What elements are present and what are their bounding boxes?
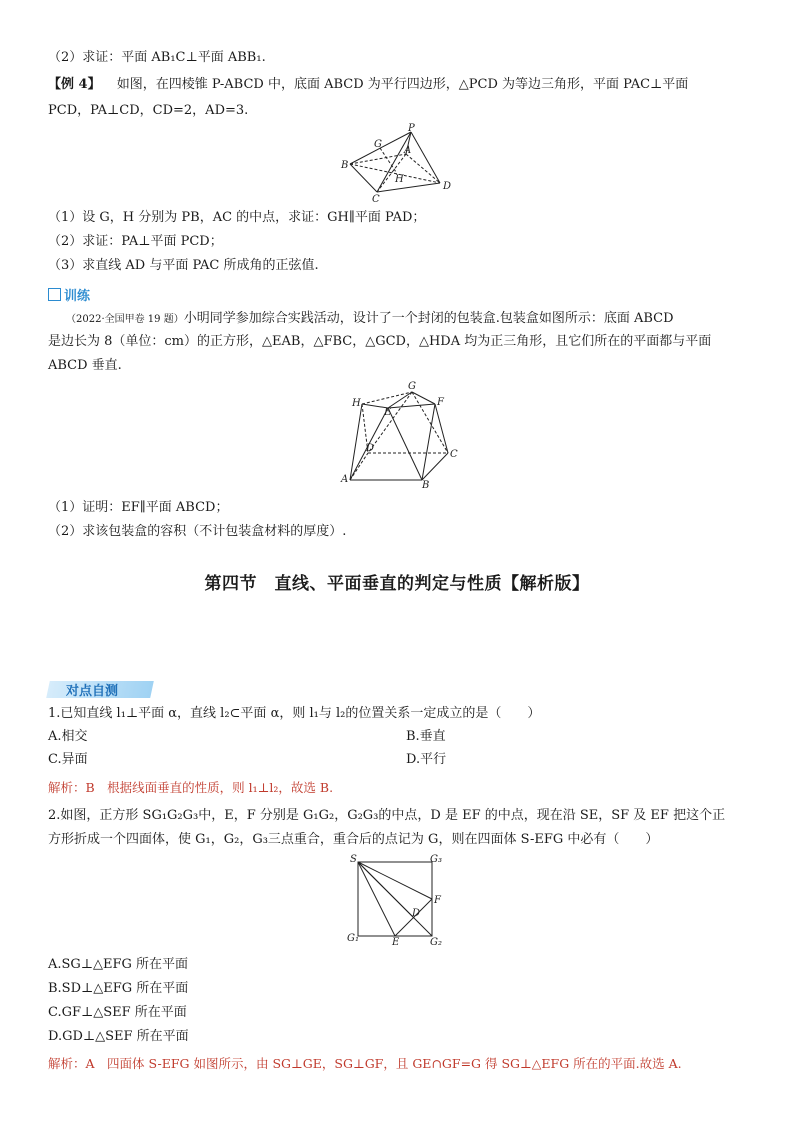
example4-label: 【例 4】 [48, 77, 101, 92]
label-G2: G₂ [430, 937, 442, 948]
label-E: E [392, 937, 400, 948]
q1-option-b: B.垂直 [406, 729, 446, 744]
label-G3: G₃ [430, 854, 442, 865]
label-F: F [437, 397, 444, 408]
square-fold-figure [346, 852, 450, 948]
q1-analysis: 解析：B 根据线面垂直的性质，则 l₁⊥l₂，故选 B. [48, 780, 334, 795]
label-H: H [395, 174, 404, 185]
label-A: A [341, 474, 349, 485]
training-q1: （1）证明：EF∥平面 ABCD； [48, 500, 229, 515]
label-H: H [352, 398, 361, 409]
label-G: G [374, 139, 382, 150]
self-test-banner: 对点自测 [66, 684, 119, 699]
q1-option-a: A.相交 [48, 729, 88, 744]
training-label: 训练 [64, 289, 91, 304]
q2-stem-line1: 2.如图，正方形 SG₁G₂G₃中，E，F 分别是 G₁G₂，G₂G₃的中点，D 是 EF 的中点，现在沿 SE，SF 及 EF 把这个正 [48, 808, 726, 823]
pyramid-figure [338, 122, 458, 204]
q2-option-b: B.SD⊥△EFG 所在平面 [48, 981, 189, 996]
label-P: P [408, 123, 415, 134]
example4-stem-line1: 如图，在四棱锥 P-ABCD 中，底面 ABCD 为平行四边形，△PCD 为等边三角形，平面 PAC⊥平面 [116, 77, 689, 92]
q1-stem: 1.已知直线 l₁⊥平面 α，直线 l₂⊂平面 α，则 l₁与 l₂的位置关系一定成立的是（ ） [48, 706, 541, 721]
label-C: C [450, 449, 458, 460]
training-q2: （2）求该包装盒的容积（不计包装盒材料的厚度）. [48, 524, 347, 539]
example4-q3: （3）求直线 AD 与平面 PAC 所成角的正弦值. [48, 258, 319, 273]
q2-option-d: D.GD⊥△SEF 所在平面 [48, 1029, 189, 1044]
label-B: B [341, 160, 349, 171]
prev-question-2: （2）求证：平面 AB₁C⊥平面 ABB₁. [48, 50, 266, 65]
training-stem-line2: 是边长为 8（单位：cm）的正方形，△EAB，△FBC，△GCD，△HDA 均为正三角形，且它们所在的平面都与平面 [48, 334, 712, 349]
label-D: D [412, 908, 421, 919]
label-G: G [408, 381, 416, 392]
label-G1: G₁ [347, 933, 359, 944]
training-heading [48, 285, 90, 304]
label-C: C [372, 194, 380, 204]
q2-analysis: 解析：A 四面体 S-EFG 如图所示，由 SG⊥GE，SG⊥GF，且 GE∩GF=G 得 SG⊥△EFG 所在的平面.故选 A. [48, 1056, 682, 1071]
label-B: B [422, 480, 430, 490]
packaging-box-figure [338, 378, 464, 490]
training-stem-text1: 小明同学参加综合实践活动，设计了一个封闭的包装盒.包装盒如图所示：底面 ABCD [183, 311, 674, 326]
example4-q2: （2）求证：PA⊥平面 PCD； [48, 234, 223, 249]
q1-option-d: D.平行 [406, 752, 447, 767]
section-title: 第四节 直线、平面垂直的判定与性质【解析版】 [204, 574, 590, 594]
label-E: E [384, 407, 392, 418]
q2-option-a: A.SG⊥△EFG 所在平面 [48, 957, 189, 972]
label-A: A [404, 145, 412, 156]
q1-option-c: C.异面 [48, 752, 88, 767]
q2-option-c: C.GF⊥△SEF 所在平面 [48, 1005, 187, 1020]
example4-stem [48, 75, 748, 95]
pencil-box-icon [48, 288, 61, 301]
training-stem-line1 [66, 309, 766, 330]
training-stem-line3: ABCD 垂直. [48, 358, 122, 373]
example4-stem-line2: PCD，PA⊥CD，CD=2，AD=3. [48, 103, 249, 118]
training-source: （2022·全国甲卷 19 题） [66, 314, 184, 325]
label-D: D [366, 443, 375, 454]
label-S: S [350, 854, 357, 865]
q2-stem-line2: 方形折成一个四面体，使 G₁，G₂，G₃三点重合，重合后的点记为 G，则在四面体 S-EFG 中必有（ ） [48, 832, 659, 847]
example4-q1: （1）设 G，H 分别为 PB，AC 的中点，求证：GH∥平面 PAD； [48, 210, 426, 225]
label-F: F [434, 895, 441, 906]
label-D: D [443, 181, 452, 192]
